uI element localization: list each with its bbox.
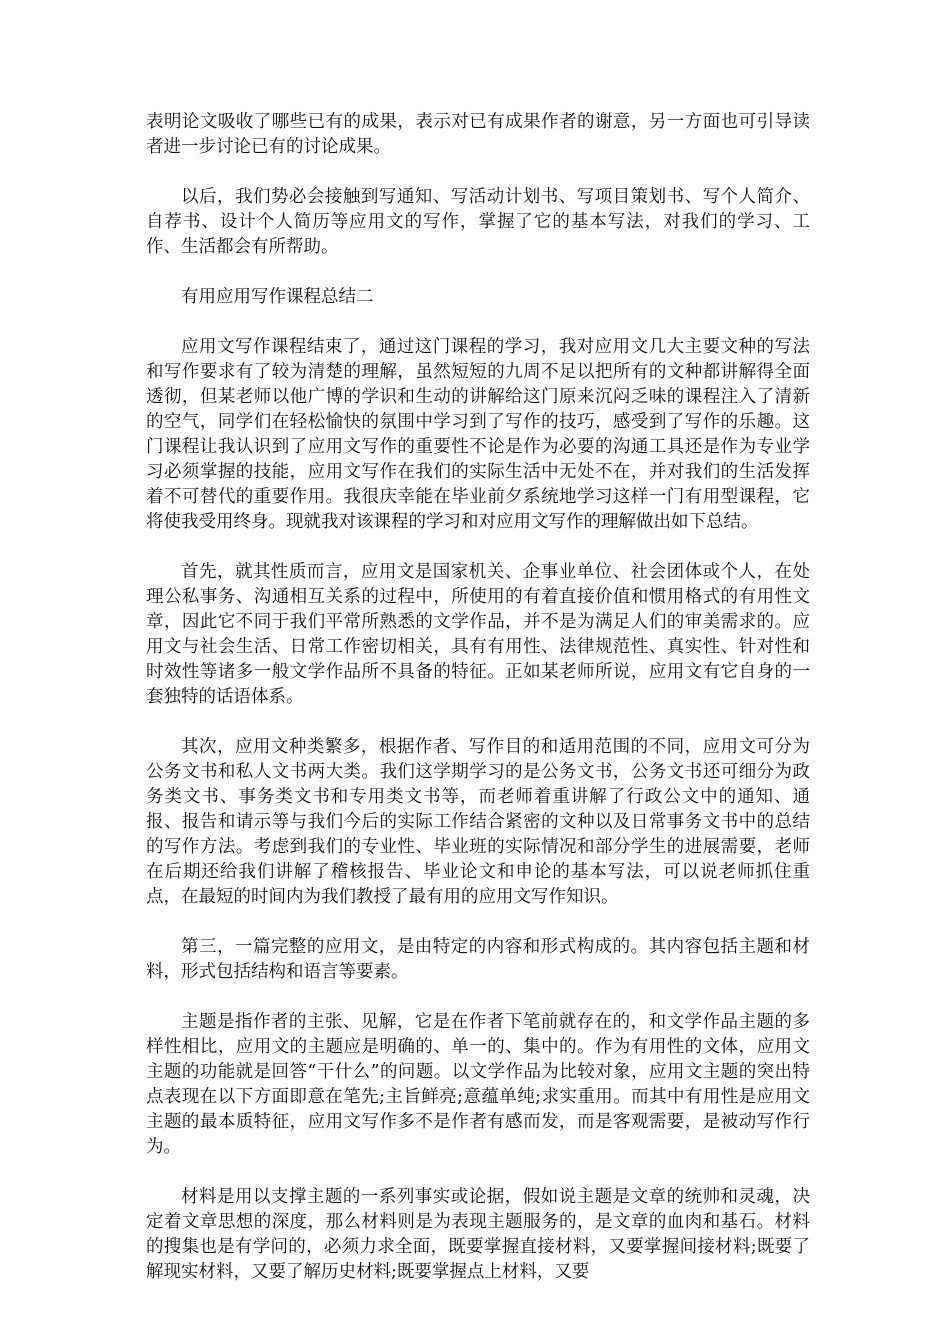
paragraph-nature: 首先，就其性质而言，应用文是国家机关、企事业单位、社会团体或个人，在处理公私事务、沟通相互关系的过程中，所使用的有着直接价值和惯用格式的有用性文章，因此它不同于我们平常所熟悉的文学作品，并不是为满足人们的审美需求的。应用文与社会生活、日常工作密切相关，具有有用性、法律规范性、真实性、针对性和时效性等诸多一般文学作品所不具备的特征。正如某老师所说，应用文有它自身的一套独特的话语体系。 <box>146 562 810 707</box>
document-body <box>146 110 810 1285</box>
paragraph-types: 其次，应用文种类繁多，根据作者、写作目的和适用范围的不同，应用文可分为公务文书和私人文书两大类。我们这学期学习的是公务文书，公务文书还可细分为政务类文书、事务类文书和专用类文书等，而老师着重讲解了行政公文中的通知、通报、报告和请示等与我们今后的实际工作结合紧密的文种以及日常事务文书中的总结的写作方法。考虑到我们的专业性、毕业班的实际情况和部分学生的进展需要，老师在后期还给我们讲解了稽核报告、毕业论文和申论的基本写法，可以说老师抓住重点，在最短的时间内为我们教授了最有用的应用文写作知识。 <box>146 737 810 907</box>
paragraph-future-writing: 以后，我们势必会接触到写通知、写活动计划书、写项目策划书、写个人简介、自荐书、设计个人简历等应用文的写作，掌握了它的基本写法，对我们的学习、工作、生活都会有所帮助。 <box>146 187 810 257</box>
paragraph-material: 材料是用以支撑主题的一系列事实或论据，假如说主题是文章的统帅和灵魂，决定着文章思想的深度，那么材料则是为表现主题服务的，是文章的血肉和基石。材料的搜集也是有学问的，必须力求全面，既要掌握直接材料，又要掌握间接材料;既要了解现实材料，又要了解历史材料;既要掌握点上材料，又要 <box>146 1187 810 1282</box>
paragraph-theme: 主题是指作者的主张、见解，它是在作者下笔前就存在的，和文学作品主题的多样性相比，应用文的主题应是明确的、单一的、集中的。作为有用性的文体，应用文主题的功能就是回答“干什么”的问题。以文学作品为比较对象，应用文主题的突出特点表现在以下方面即意在笔先;主旨鲜亮;意蕴单纯;求实重用。而其中有用性是应用文主题的最本质特征，应用文写作多不是作者有感而发，而是客观需要，是被动写作行为。 <box>146 1012 810 1157</box>
paragraph-continuation: 表明论文吸收了哪些已有的成果，表示对已有成果作者的谢意，另一方面也可引导读者进一步讨论已有的讨论成果。 <box>146 112 810 157</box>
paragraph-course-summary: 应用文写作课程结束了，通过这门课程的学习，我对应用文几大主要文种的写法和写作要求有了较为清楚的理解，虽然短短的九周不足以把所有的文种都讲解得全面透彻，但某老师以他广博的学识和生动的讲解给这门原来沉闷乏味的课程注入了清新的空气，同学们在轻松愉快的氛围中学习到了写作的技巧，感受到了写作的乐趣。这门课程让我认识到了应用文写作的重要性不论是作为必要的沟通工具还是作为专业学习必须掌握的技能，应用文写作在我们的实际生活中无处不在，并对我们的生活发挥着不可替代的重要作用。我很庆幸能在毕业前夕系统地学习这样一门有用型课程，它将使我受用终身。现就我对该课程的学习和对应用文写作的理解做出如下总结。 <box>146 337 810 532</box>
section-heading: 有用应用写作课程总结二 <box>181 287 374 307</box>
paragraph-content-form: 第三，一篇完整的应用文，是由特定的内容和形式构成的。其内容包括主题和材料，形式包括结构和语言等要素。 <box>146 937 810 982</box>
